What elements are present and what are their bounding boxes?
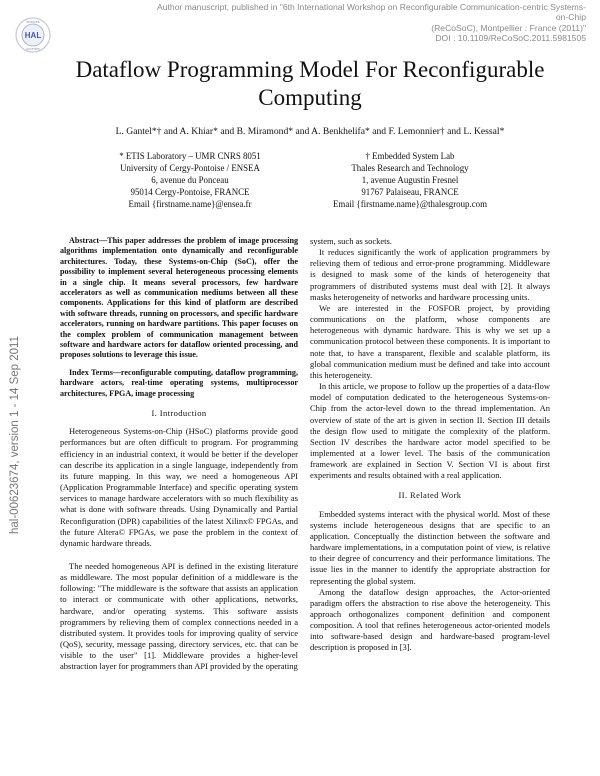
affiliation-line: 95014 Cergy-Pontoise, FRANCE — [130, 187, 250, 197]
intro-paragraph: Heterogeneous Systems-on-Chip (HSoC) platforms provide good performances but are often difficult to program. For programming efficiency in an industrial context, it would be better if the developer can describe its application in a single language, independently from its future mapping. In this way, we need a homogeneous API (Application Programmable Interface) and specific operating system services to manage hardware accelerators with so much flexibility as what is done with software threads. Using Dynamically and Partial Reconfiguration (DPR) capabilities of the latest Xilinx© FPGAs, and the future Altera© FPGAs, we pose the problem in the context of dynamic hardware threads. — [60, 426, 298, 548]
section-heading-related-work: II. Related Work — [398, 490, 462, 501]
affiliation-line: † Embedded System Lab — [365, 151, 455, 161]
hal-side-stamp — [8, 270, 22, 600]
left-column — [60, 236, 298, 673]
body-paragraph: It reduces significantly the work of application programmers by relieving them of tedious and error-prone programming. Middleware is designed to mask some of the kinds of heterogeneity that programmers of distributed systems must deal with [2]. It always masks heterogeneity of networks and hardware processing units. — [310, 247, 550, 302]
affiliation-line: Thales Research and Technology — [351, 163, 469, 173]
publication-note — [146, 2, 586, 44]
author-list: L. Gantel*† and A. Khiar* and B. Miramond* and A. Benkhelifa* and F. Lemonnier† and L. Kessal* — [115, 126, 505, 137]
section-heading-introduction: I. Introduction — [151, 408, 207, 419]
publication-note-line1: Author manuscript, published in "6th International Workshop on Reconfigurable Communication-centric Systems-on-Chip — [157, 2, 586, 23]
doi-line[interactable]: DOI : 10.1109/ReCoSoC.2011.5981505 — [435, 33, 586, 44]
affiliation-email: Email {firstname.name}@thalesgroup.com — [333, 199, 487, 209]
affiliation-thales — [310, 150, 510, 210]
intro-paragraph: The needed homogeneous API is defined in the existing literature as middleware. The most popular definition of a middleware is the following: "The middleware is the software that assists an application to interact or communicate with other applications, networks, hardware, and/or operating systems. This software assists programmers by relieving them of complex connections needed in a distributed system. It provides tools for improving quality of service (QoS), security, message passing, directory services, etc. that can be visible to the user" [1]. Middleware provides a higher-level abstraction layer for programmers than API provided by the operating — [60, 560, 298, 672]
body-paragraph: In this article, we propose to follow up the properties of a data-flow model of computation dedicated to the heterogeneous Systems-on-Chip from the actor-level down to the thread implementation. An overview of state of the art is given in section II. Section III details the design flow used to mitigate the complexity of the platform. Section IV describes the hardware actor model specified to be implemented at a lower level. The basis of the communication framework are explained in Section V. Section VI is about first experiments and results obtained with a real application. — [310, 381, 550, 481]
related-paragraph: Among the dataflow design approaches, the Actor-oriented paradigm offers the abstraction to rise above the heterogeneity. This approach orthogonalizes component definition and component composition. A tool that refines heterogeneous actor-oriented models into software-based design and hardware-based program-level description is proposed in [3]. — [310, 586, 550, 653]
publication-note-line2: (ReCoSoC), Montpellier : France (2011)" — [431, 22, 586, 33]
affiliation-line: 91767 Palaiseau, FRANCE — [361, 187, 459, 197]
affiliation-line: University of Cergy-Pontoise / ENSEA — [120, 163, 260, 173]
related-paragraph: Embedded systems interact with the physical world. Most of these systems include heterogeneous designs that are specific to an application. Conceptually the distinction between the software and hardware implementations, in a computation point of view, is relative to their degree of concurrency and their performance limitations. The issue lies in the manner to identify the appropriate abstraction for representing the global system. — [310, 508, 550, 586]
hal-id-text: hal-00623674, version 1 - 14 Sep 2011 — [9, 336, 21, 534]
index-terms: Index Terms—reconfigurable computing, dataflow programming, hardware actors, real-time operating systems, multiprocessor architectures, FPGA, image processing — [60, 367, 298, 398]
affiliation-line: 6, avenue du Ponceau — [151, 175, 229, 185]
svg-text:archives: archives — [26, 20, 40, 24]
affiliation-etis — [80, 150, 300, 210]
body-paragraph: We are interested in the FOSFOR project, by providing communications on the platform, whose components are heterogeneous with dynamic hardware. This is why we set up a communication protocol between these components. It is important to note that, to have a transparent, flexible and scalable platform, its global communication medium must be defined and take into account this heterogeneity. — [310, 302, 550, 380]
svg-text:ouvertes: ouvertes — [26, 47, 40, 51]
affiliation-line: 1, avenue Augustin Fresnel — [361, 175, 459, 185]
affiliation-line: * ETIS Laboratory – UMR CNRS 8051 — [119, 151, 261, 161]
abstract: Abstract—This paper addresses the problem of image processing algorithms implementation onto dynamically and reconfigurable architectures. Today, these Systems-on-Chip (SoC), offer the possibility to implement several heterogeneous processing elements in a single chip. It means several processors, few hardware accelerators as well as communication mediums between all these components. Applications for this kind of platform are described with software threads, running on processors, and specific hardware accelerators, running on hardware partitions. This paper focuses on the complex problem of communication management between software and hardware actors for dataflow oriented processing, and proposes solutions to leverage this issue. — [60, 236, 298, 360]
svg-text:HAL: HAL — [24, 31, 42, 40]
continued-paragraph: system, such as sockets. — [310, 236, 392, 246]
right-column — [310, 236, 550, 654]
hal-logo — [14, 16, 52, 54]
affiliation-email: Email {firstname.name}@ensea.fr — [128, 199, 252, 209]
paper-title: Dataflow Programming Model For Reconfigurable Computing — [75, 57, 545, 110]
